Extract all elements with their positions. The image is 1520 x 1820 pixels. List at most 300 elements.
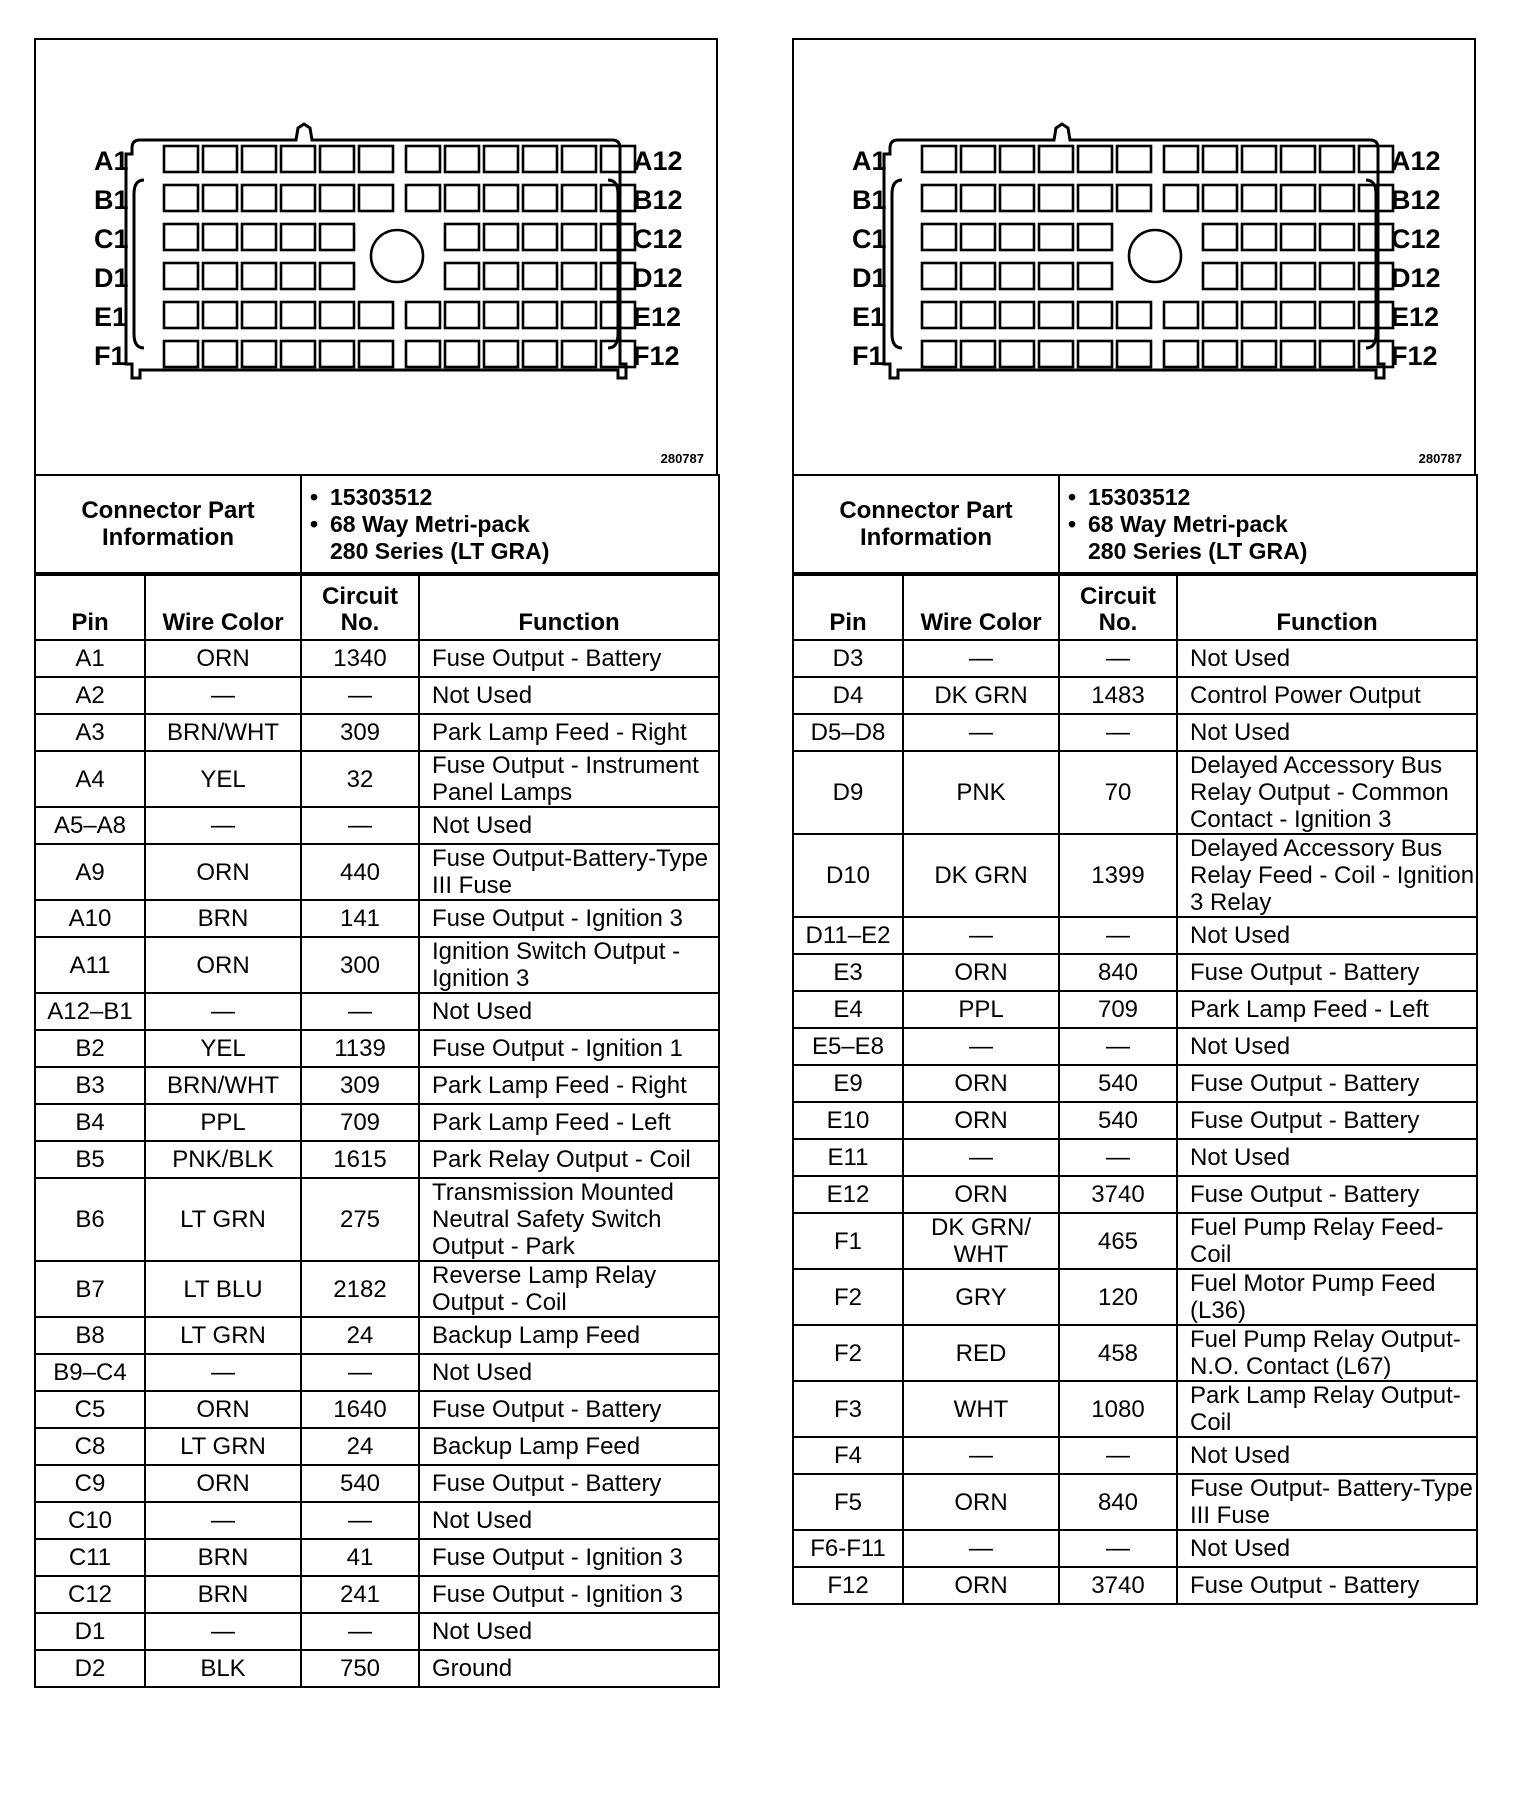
pin-cell: A11 <box>35 937 145 993</box>
pin-cavity <box>1164 146 1198 172</box>
pin-cavity <box>1117 341 1151 367</box>
part-number: 15303512 <box>1088 483 1191 510</box>
pin-cavity <box>1320 341 1354 367</box>
pin-cavity <box>1320 146 1354 172</box>
table-row <box>793 1474 1477 1530</box>
table-row <box>35 900 719 937</box>
circuit-cell: 2182 <box>301 1261 419 1317</box>
table-row <box>35 1650 719 1687</box>
pin-cavity <box>242 224 276 250</box>
table-row <box>35 1502 719 1539</box>
circuit-cell: — <box>1059 1530 1177 1567</box>
wire-color-cell: BRN <box>145 1539 301 1576</box>
pin-cavity <box>523 185 557 211</box>
circuit-cell: 840 <box>1059 954 1177 991</box>
pin-cavity <box>1039 224 1073 250</box>
table-row <box>793 1567 1477 1604</box>
circuit-cell: 24 <box>301 1317 419 1354</box>
wire-color-cell: — <box>903 1139 1059 1176</box>
pin-cavity <box>1242 263 1276 289</box>
circuit-cell: 1483 <box>1059 677 1177 714</box>
row-label-right: F12 <box>633 341 680 371</box>
left-bracket <box>134 180 144 348</box>
wire-color-cell: — <box>145 1354 301 1391</box>
circuit-cell: — <box>1059 917 1177 954</box>
pin-cavity <box>484 341 518 367</box>
table-row <box>35 1317 719 1354</box>
left-connector-panel <box>34 38 718 1688</box>
pin-cavity <box>1000 146 1034 172</box>
circuit-cell: 540 <box>1059 1065 1177 1102</box>
table-header-row <box>793 575 1477 640</box>
table-row <box>35 1104 719 1141</box>
row-label-right: E12 <box>633 302 682 332</box>
table-row <box>35 677 719 714</box>
pin-cavity <box>1000 302 1034 328</box>
pin-cavity <box>406 341 440 367</box>
pin-header: Pin <box>35 575 145 640</box>
pin-cell: D10 <box>793 834 903 917</box>
function-cell: Not Used <box>419 677 719 714</box>
pin-cavity <box>562 302 596 328</box>
function-cell: Fuse Output - Battery <box>419 1465 719 1502</box>
row-label-left: F1 <box>94 341 126 371</box>
pin-cavity <box>164 263 198 289</box>
pin-cell: F3 <box>793 1381 903 1437</box>
circuit-cell: 241 <box>301 1576 419 1613</box>
function-header: Function <box>419 575 719 640</box>
circuit-cell: — <box>1059 714 1177 751</box>
function-cell: Not Used <box>419 1354 719 1391</box>
pin-cavity <box>1164 341 1198 367</box>
row-label-left: B1 <box>94 185 129 215</box>
pin-cavity <box>359 146 393 172</box>
function-cell: Not Used <box>419 1613 719 1650</box>
wire-color-cell: PNK/BLK <box>145 1141 301 1178</box>
pin-cell: D5–D8 <box>793 714 903 751</box>
function-cell: Not Used <box>1177 1139 1477 1176</box>
row-label-right: D12 <box>633 263 683 293</box>
table-header-row <box>35 575 719 640</box>
part-number: 15303512 <box>330 483 433 510</box>
connector-face-drawing <box>794 40 1478 476</box>
wire-color-cell: ORN <box>145 844 301 900</box>
pin-cavity <box>1117 146 1151 172</box>
pin-cavity <box>1320 263 1354 289</box>
pin-cavity <box>1117 185 1151 211</box>
pin-cavity <box>1281 146 1315 172</box>
table-row <box>793 834 1477 917</box>
function-cell: Fuse Output - Battery <box>1177 1176 1477 1213</box>
circuit-cell: 309 <box>301 714 419 751</box>
pin-cavity <box>523 146 557 172</box>
function-header: Function <box>1177 575 1477 640</box>
table-row <box>793 714 1477 751</box>
pin-cavity <box>1039 185 1073 211</box>
circuit-cell: 1399 <box>1059 834 1177 917</box>
pin-cavity <box>1320 185 1354 211</box>
wire-color-cell: — <box>903 917 1059 954</box>
connector-info-table <box>34 474 720 574</box>
circuit-cell: — <box>301 677 419 714</box>
pin-cavity <box>445 263 479 289</box>
function-cell: Park Lamp Feed - Right <box>419 714 719 751</box>
row-label-right: A12 <box>633 146 683 176</box>
pin-cavity <box>601 341 635 367</box>
table-row <box>35 1067 719 1104</box>
connector-diagram <box>792 38 1476 474</box>
pin-cell: A9 <box>35 844 145 900</box>
wire-color-cell: — <box>145 1502 301 1539</box>
table-row <box>793 917 1477 954</box>
pin-cavity <box>1078 146 1112 172</box>
pin-cavity <box>961 185 995 211</box>
pin-cavity <box>1078 185 1112 211</box>
pin-cell: A10 <box>35 900 145 937</box>
function-cell: Not Used <box>1177 917 1477 954</box>
wire-color-cell: LT BLU <box>145 1261 301 1317</box>
pin-cavity <box>922 263 956 289</box>
table-row <box>35 1539 719 1576</box>
table-row <box>793 640 1477 677</box>
pin-cavity <box>1000 185 1034 211</box>
pin-cell: C12 <box>35 1576 145 1613</box>
wire-color-cell: ORN <box>903 1567 1059 1604</box>
circuit-cell: 1640 <box>301 1391 419 1428</box>
wire-color-cell: ORN <box>903 1102 1059 1139</box>
wire-color-cell: — <box>903 1437 1059 1474</box>
pin-cell: E9 <box>793 1065 903 1102</box>
wire-color-cell: BRN/WHT <box>145 714 301 751</box>
circuit-cell: 32 <box>301 751 419 807</box>
function-cell: Reverse Lamp Relay Output - Coil <box>419 1261 719 1317</box>
function-cell: Delayed Accessory Bus Relay Output - Common Contact - Ignition 3 <box>1177 751 1477 834</box>
pin-cavity <box>922 224 956 250</box>
wire-color-cell: — <box>903 714 1059 751</box>
pin-cavity <box>1203 185 1237 211</box>
pin-cavity <box>164 185 198 211</box>
row-label-right: F12 <box>1391 341 1438 371</box>
pin-cavity <box>242 185 276 211</box>
function-cell: Park Relay Output - Coil <box>419 1141 719 1178</box>
wire-color-header: Wire Color <box>145 575 301 640</box>
function-cell: Fuse Output - Battery <box>1177 1567 1477 1604</box>
pin-cavity <box>1281 263 1315 289</box>
function-cell: Transmission Mounted Neutral Safety Switch Output - Park <box>419 1178 719 1261</box>
function-cell: Fuse Output - Battery <box>419 640 719 677</box>
table-row <box>35 751 719 807</box>
pin-cell: E12 <box>793 1176 903 1213</box>
pin-cavity <box>203 341 237 367</box>
pin-cell: C9 <box>35 1465 145 1502</box>
pin-cell: C10 <box>35 1502 145 1539</box>
pin-cell: B5 <box>35 1141 145 1178</box>
wire-color-cell: ORN <box>903 1474 1059 1530</box>
pin-cavity <box>406 146 440 172</box>
wire-color-cell: ORN <box>145 640 301 677</box>
circuit-cell: 70 <box>1059 751 1177 834</box>
table-row <box>35 1428 719 1465</box>
row-label-right: E12 <box>1391 302 1440 332</box>
circuit-cell: 300 <box>301 937 419 993</box>
table-row <box>793 677 1477 714</box>
wire-color-cell: LT GRN <box>145 1428 301 1465</box>
pin-cavity <box>961 224 995 250</box>
pin-cavity <box>203 302 237 328</box>
table-row <box>793 1176 1477 1213</box>
pin-cavity <box>1039 302 1073 328</box>
figure-id: 280787 <box>1418 451 1462 466</box>
circuit-cell: 1340 <box>301 640 419 677</box>
pin-cavity <box>1320 302 1354 328</box>
pin-cell: B6 <box>35 1178 145 1261</box>
row-label-right: B12 <box>1391 185 1441 215</box>
function-cell: Fuse Output - Ignition 3 <box>419 900 719 937</box>
table-row <box>793 1065 1477 1102</box>
circuit-cell: 1080 <box>1059 1381 1177 1437</box>
pin-cell: F6-F11 <box>793 1530 903 1567</box>
pin-cell: D1 <box>35 1613 145 1650</box>
pin-cavity <box>320 185 354 211</box>
pin-cell: E4 <box>793 991 903 1028</box>
pin-cavity <box>961 263 995 289</box>
wire-color-cell: — <box>145 1613 301 1650</box>
wire-color-cell: ORN <box>145 937 301 993</box>
wire-color-cell: BRN/WHT <box>145 1067 301 1104</box>
connector-info-table <box>792 474 1478 574</box>
pin-cavity <box>281 185 315 211</box>
pin-cell: A2 <box>35 677 145 714</box>
pin-cavity <box>1242 185 1276 211</box>
circuit-cell: 540 <box>1059 1102 1177 1139</box>
pin-cavity <box>1242 224 1276 250</box>
table-row <box>35 1465 719 1502</box>
table-row <box>793 1269 1477 1325</box>
circuit-cell: 540 <box>301 1465 419 1502</box>
circuit-cell: 24 <box>301 1428 419 1465</box>
function-cell: Not Used <box>419 993 719 1030</box>
wire-color-header: Wire Color <box>903 575 1059 640</box>
pin-cavity <box>562 146 596 172</box>
wire-color-cell: ORN <box>903 1065 1059 1102</box>
circuit-cell: 275 <box>301 1178 419 1261</box>
table-row <box>35 807 719 844</box>
pin-cell: E5–E8 <box>793 1028 903 1065</box>
part-desc-line1: 68 Way Metri-pack <box>1088 510 1288 537</box>
part-desc-line2: 280 Series (LT GRA) <box>330 537 550 564</box>
wire-color-cell: LT GRN <box>145 1178 301 1261</box>
circuit-cell: 458 <box>1059 1325 1177 1381</box>
function-cell: Ground <box>419 1650 719 1687</box>
pin-cavity <box>359 341 393 367</box>
pin-cavity <box>281 341 315 367</box>
pin-cavity <box>562 341 596 367</box>
pin-cavity <box>1078 302 1112 328</box>
table-row <box>793 1139 1477 1176</box>
wire-color-cell: — <box>145 807 301 844</box>
table-row <box>35 937 719 993</box>
table-row <box>793 1381 1477 1437</box>
circuit-cell: — <box>301 1613 419 1650</box>
function-cell: Backup Lamp Feed <box>419 1428 719 1465</box>
function-cell: Park Lamp Feed - Left <box>1177 991 1477 1028</box>
row-label-right: A12 <box>1391 146 1441 176</box>
pin-cavity <box>281 263 315 289</box>
part-info-label: Connector Part Information <box>35 475 301 573</box>
table-row <box>793 954 1477 991</box>
pin-cavity <box>1000 263 1034 289</box>
circuit-cell: 465 <box>1059 1213 1177 1269</box>
function-cell: Fuse Output - Instrument Panel Lamps <box>419 751 719 807</box>
pin-cell: B8 <box>35 1317 145 1354</box>
table-row <box>35 1178 719 1261</box>
row-label-left: E1 <box>94 302 128 332</box>
pin-cavity <box>359 185 393 211</box>
pin-cavity <box>922 185 956 211</box>
pin-cavity <box>484 146 518 172</box>
row-label-right: B12 <box>633 185 683 215</box>
function-cell: Fuse Output - Battery <box>1177 1065 1477 1102</box>
pin-cavity <box>1078 263 1112 289</box>
pin-cell: F1 <box>793 1213 903 1269</box>
table-row <box>35 1354 719 1391</box>
pin-cavity <box>1242 302 1276 328</box>
pin-cavity <box>1203 263 1237 289</box>
table-row <box>35 1576 719 1613</box>
pin-cavity <box>484 263 518 289</box>
pin-cell: F5 <box>793 1474 903 1530</box>
pin-cavity <box>1320 224 1354 250</box>
circuit-cell: — <box>301 1354 419 1391</box>
wire-color-cell: RED <box>903 1325 1059 1381</box>
pin-cavity <box>445 341 479 367</box>
pin-cavity <box>523 302 557 328</box>
function-cell: Fuse Output- Battery-Type III Fuse <box>1177 1474 1477 1530</box>
pin-cell: B4 <box>35 1104 145 1141</box>
pin-cavity <box>281 302 315 328</box>
polarization-hole <box>1129 230 1181 282</box>
pin-cavity <box>320 263 354 289</box>
wire-color-cell: ORN <box>145 1391 301 1428</box>
function-cell: Backup Lamp Feed <box>419 1317 719 1354</box>
circuit-cell: 41 <box>301 1539 419 1576</box>
pin-cell: D4 <box>793 677 903 714</box>
pin-cavity <box>320 302 354 328</box>
row-label-right: D12 <box>1391 263 1441 293</box>
table-row <box>793 1437 1477 1474</box>
function-cell: Control Power Output <box>1177 677 1477 714</box>
circuit-cell: 709 <box>1059 991 1177 1028</box>
function-cell: Fuse Output - Battery <box>1177 1102 1477 1139</box>
table-row <box>35 1391 719 1428</box>
pin-cavity <box>164 302 198 328</box>
pin-cavity <box>922 302 956 328</box>
pin-cavity <box>961 341 995 367</box>
pin-cell: A4 <box>35 751 145 807</box>
pin-cell: D9 <box>793 751 903 834</box>
table-row <box>793 1102 1477 1139</box>
row-label-left: D1 <box>852 263 887 293</box>
pinout-table <box>792 574 1478 1605</box>
pin-cell: F4 <box>793 1437 903 1474</box>
pin-cavity <box>484 224 518 250</box>
pin-cavity <box>922 146 956 172</box>
wire-color-cell: PPL <box>145 1104 301 1141</box>
pin-cavity <box>281 146 315 172</box>
function-cell: Fuse Output-Battery-Type III Fuse <box>419 844 719 900</box>
function-cell: Fuse Output - Ignition 3 <box>419 1576 719 1613</box>
pin-cell: C8 <box>35 1428 145 1465</box>
row-label-left: C1 <box>852 224 887 254</box>
pin-cavity <box>164 341 198 367</box>
wire-color-cell: — <box>145 993 301 1030</box>
pin-cell: A1 <box>35 640 145 677</box>
row-label-left: D1 <box>94 263 129 293</box>
pin-cavity <box>242 146 276 172</box>
pin-cavity <box>164 146 198 172</box>
function-cell: Fuse Output - Ignition 1 <box>419 1030 719 1067</box>
pin-cavity <box>961 146 995 172</box>
pin-cavity <box>1281 185 1315 211</box>
pin-cell: C5 <box>35 1391 145 1428</box>
circuit-cell: 840 <box>1059 1474 1177 1530</box>
circuit-cell: 440 <box>301 844 419 900</box>
table-row <box>793 1530 1477 1567</box>
pinout-table <box>34 574 720 1688</box>
function-cell: Fuel Motor Pump Feed (L36) <box>1177 1269 1477 1325</box>
pin-cavity <box>484 302 518 328</box>
circuit-cell: 309 <box>301 1067 419 1104</box>
circuit-cell: — <box>1059 1437 1177 1474</box>
circuit-cell: 3740 <box>1059 1567 1177 1604</box>
pin-cavity <box>203 263 237 289</box>
pin-cavity <box>961 302 995 328</box>
wire-color-cell: PNK <box>903 751 1059 834</box>
pin-cavity <box>1203 302 1237 328</box>
pin-cell: A12–B1 <box>35 993 145 1030</box>
function-cell: Not Used <box>1177 640 1477 677</box>
pin-cavity <box>242 263 276 289</box>
circuit-cell: 120 <box>1059 1269 1177 1325</box>
wire-color-cell: BRN <box>145 900 301 937</box>
table-row <box>793 991 1477 1028</box>
pin-cavity <box>164 224 198 250</box>
circuit-cell: 3740 <box>1059 1176 1177 1213</box>
part-desc-line2: 280 Series (LT GRA) <box>1088 537 1308 564</box>
pin-cavity <box>1039 146 1073 172</box>
pin-cavity <box>445 224 479 250</box>
wire-color-cell: ORN <box>145 1465 301 1502</box>
part-info-label: Connector Part Information <box>793 475 1059 573</box>
circuit-cell: — <box>301 1502 419 1539</box>
function-cell: Not Used <box>419 807 719 844</box>
pin-cavity <box>1164 302 1198 328</box>
pin-cavity <box>445 302 479 328</box>
pin-cavity <box>922 341 956 367</box>
pin-cavity <box>320 224 354 250</box>
pin-cavity <box>1203 341 1237 367</box>
wire-color-cell: LT GRN <box>145 1317 301 1354</box>
pin-cell: B9–C4 <box>35 1354 145 1391</box>
connector-face-drawing <box>36 40 720 476</box>
wire-color-cell: — <box>903 640 1059 677</box>
wire-color-cell: — <box>903 1028 1059 1065</box>
wire-color-cell: GRY <box>903 1269 1059 1325</box>
pin-cavity <box>203 185 237 211</box>
pin-cavity <box>562 185 596 211</box>
function-cell: Park Lamp Feed - Left <box>419 1104 719 1141</box>
circuit-cell: — <box>1059 1139 1177 1176</box>
